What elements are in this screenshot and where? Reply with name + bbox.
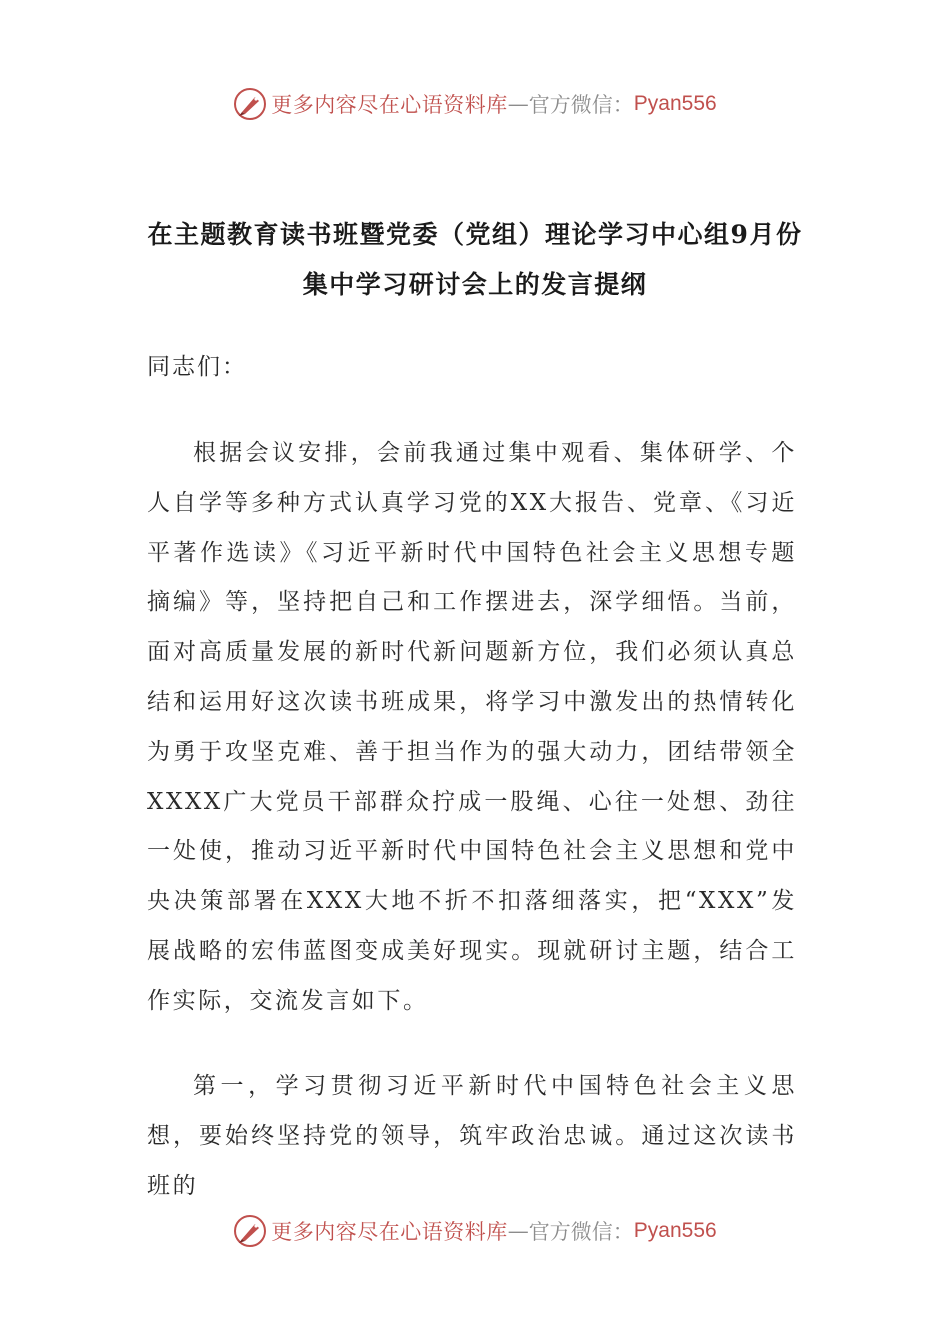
banner-site-name: 更多内容尽在心语资料库 [271,93,508,117]
banner-separator: — [507,1219,529,1243]
banner-account-label: 官方微信： [528,1220,634,1244]
salutation: 同志们： [147,354,247,380]
body-paragraph-1: 根据会议安排，会前我通过集中观看、集体研学、个人自学等多种方式认真学习党的XX大报告、党章、《习近平著作选读》《习近平新时代中国特色社会主义思想专题摘编》等，坚持把自己和工作摆进去，深学细悟。当前，面对高质量发展的新时代新问题新方位，我们必须认真总结和运用好这次读书班成果，将学习中激发出的热情转化为勇于攻坚克难、善于担当作为的强大动力，团结带领全XXXX广大党员干部群众拧成一股绳、心往一处想、劲往一处使，推动习近平新时代中国特色社会主义思想和党中央决策部署在XXX大地不折不扣落细落实，把“XXX”发展战略的宏伟蓝图变成美好现实。现就研讨主题，结合工作实际，交流发言如下。 [147,440,797,1014]
banner-account-label: 官方微信： [528,93,634,117]
footer-banner [0,1211,950,1251]
banner-account-handle: Pyan556 [633,1219,717,1242]
body-paragraph-2: 第一，学习贯彻习近平新时代中国特色社会主义思想，要始终坚持党的领导，筑牢政治忠诚。通过这次读书班的 [147,1073,797,1199]
banner-account-handle: Pyan556 [633,92,717,115]
header-banner [0,84,950,124]
pen-nib-logo-icon [233,1214,267,1248]
banner-site-name: 更多内容尽在心语资料库 [271,1220,508,1244]
banner-separator: — [507,92,529,116]
document-title: 在主题教育读书班暨党委（党组）理论学习中心组9月份集中学习研讨会上的发言提纲 [147,220,803,299]
pen-nib-logo-icon [233,87,267,121]
